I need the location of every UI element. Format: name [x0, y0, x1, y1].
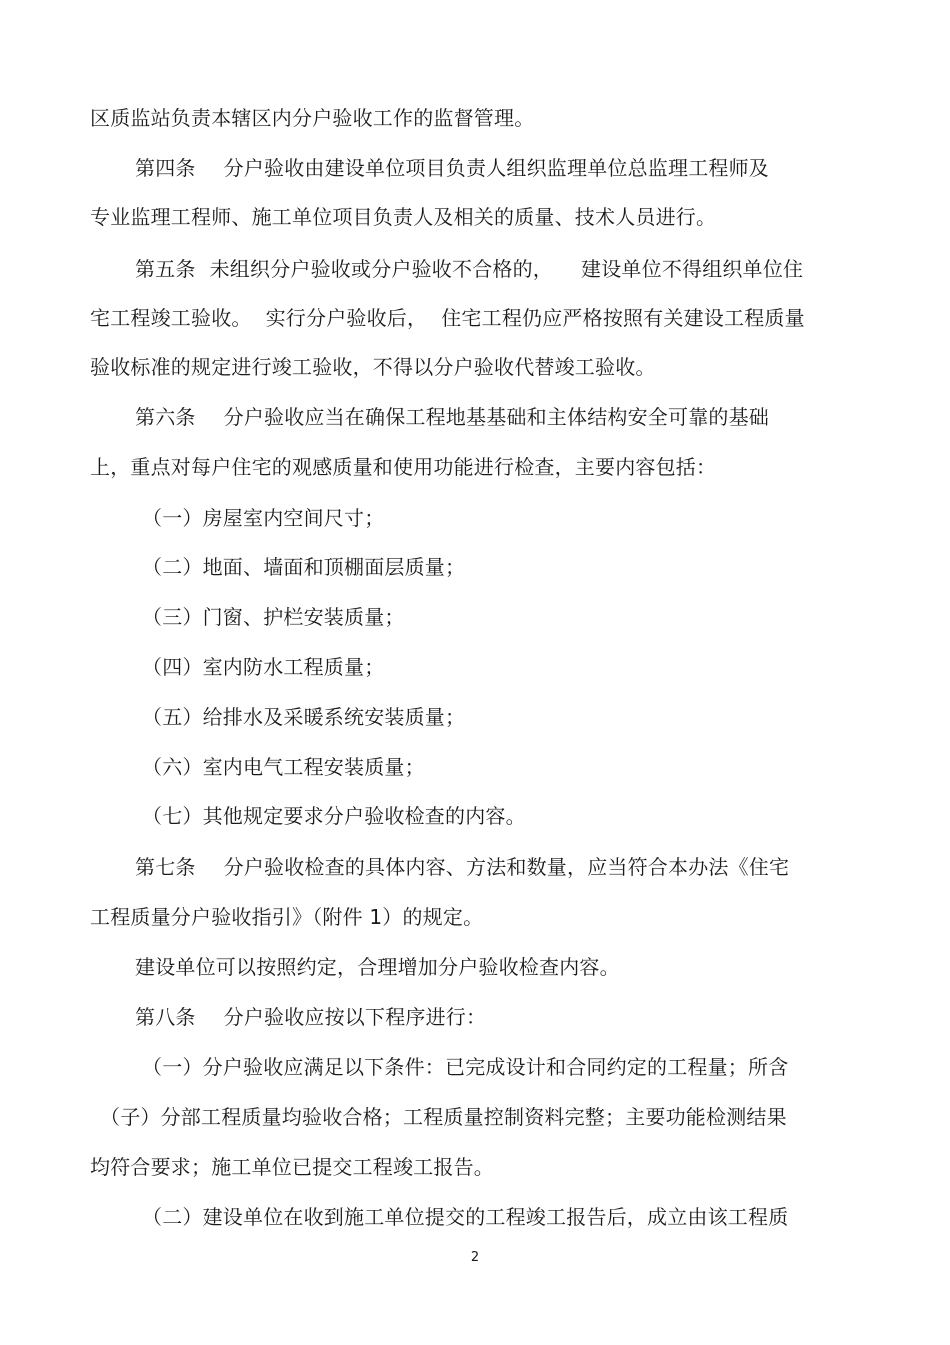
- paragraph-line: 专业监理工程师、施工单位项目负责人及相关的质量、技术人员进行。: [90, 205, 717, 229]
- article-8-label: 第八条: [135, 1005, 196, 1029]
- paragraph-line: 建设单位可以按照约定，合理增加分户验收检查内容。: [135, 955, 620, 979]
- article-7-label: 第七条: [135, 855, 196, 879]
- article-5-label: 第五条: [135, 257, 196, 281]
- paragraph-line: 上，重点对每户住宅的观感质量和使用功能进行检查，主要内容包括：: [90, 455, 717, 479]
- article-7-line: [135, 853, 895, 881]
- article-6-label: 第六条: [135, 405, 196, 429]
- paragraph-line: 验收标准的规定进行竣工验收，不得以分户验收代替竣工验收。: [90, 355, 656, 379]
- list-item: （一）分户验收应满足以下条件：已完成设计和合同约定的工程量；所含: [142, 1055, 789, 1079]
- article-8-text: 分户验收应按以下程序进行：: [223, 1005, 487, 1029]
- list-item: （六）室内电气工程安装质量；: [142, 755, 425, 779]
- article-5-cont-2: 住宅工程仍应严格按照有关建设工程质量: [441, 306, 805, 330]
- paragraph-line: 区质监站负责本辖区内分户验收工作的监督管理。: [90, 106, 535, 130]
- paragraph-line: 工程质量分户验收指引》（附件 1）的规定。: [90, 905, 484, 929]
- article-5-line: [135, 255, 895, 283]
- article-4-label: 第四条: [135, 156, 196, 180]
- list-item: （三）门窗、护栏安装质量；: [142, 605, 405, 629]
- list-item: （四）室内防水工程质量；: [142, 655, 385, 679]
- article-8-line: [135, 1003, 895, 1031]
- article-6-line: [135, 403, 895, 431]
- paragraph-line: 均符合要求；施工单位已提交工程竣工报告。: [90, 1155, 494, 1179]
- list-item: （七）其他规定要求分户验收检查的内容。: [142, 804, 526, 828]
- article-4-text: 分户验收由建设单位项目负责人组织监理单位总监理工程师及: [223, 156, 770, 180]
- article-6-text: 分户验收应当在确保工程地基基础和主体结构安全可靠的基础: [223, 405, 770, 429]
- article-5-continuation: [90, 304, 850, 332]
- article-5-cont-1: 实行分户验收后，: [265, 306, 428, 330]
- list-item: （一）房屋室内空间尺寸；: [142, 506, 385, 530]
- list-item: （二）建设单位在收到施工单位提交的工程竣工报告后，成立由该工程质: [142, 1205, 789, 1229]
- page-number: 2: [470, 1250, 480, 1265]
- article-4-line: [135, 154, 895, 182]
- article-5-cont-0: 宅工程竣工验收。: [90, 306, 252, 330]
- article-7-text: 分户验收检查的具体内容、方法和数量，应当符合本办法《住宅: [223, 855, 790, 879]
- list-item: （五）给排水及采暖系统安装质量；: [142, 705, 466, 729]
- paragraph-line: （子）分部工程质量均验收合格；工程质量控制资料完整；主要功能检测结果: [100, 1105, 787, 1129]
- article-5-text-2: 建设单位不得组织单位住: [581, 257, 804, 281]
- list-item: （二）地面、墙面和顶棚面层质量；: [142, 555, 466, 579]
- article-5-text-1: 未组织分户验收或分户验收不合格的，: [209, 257, 554, 281]
